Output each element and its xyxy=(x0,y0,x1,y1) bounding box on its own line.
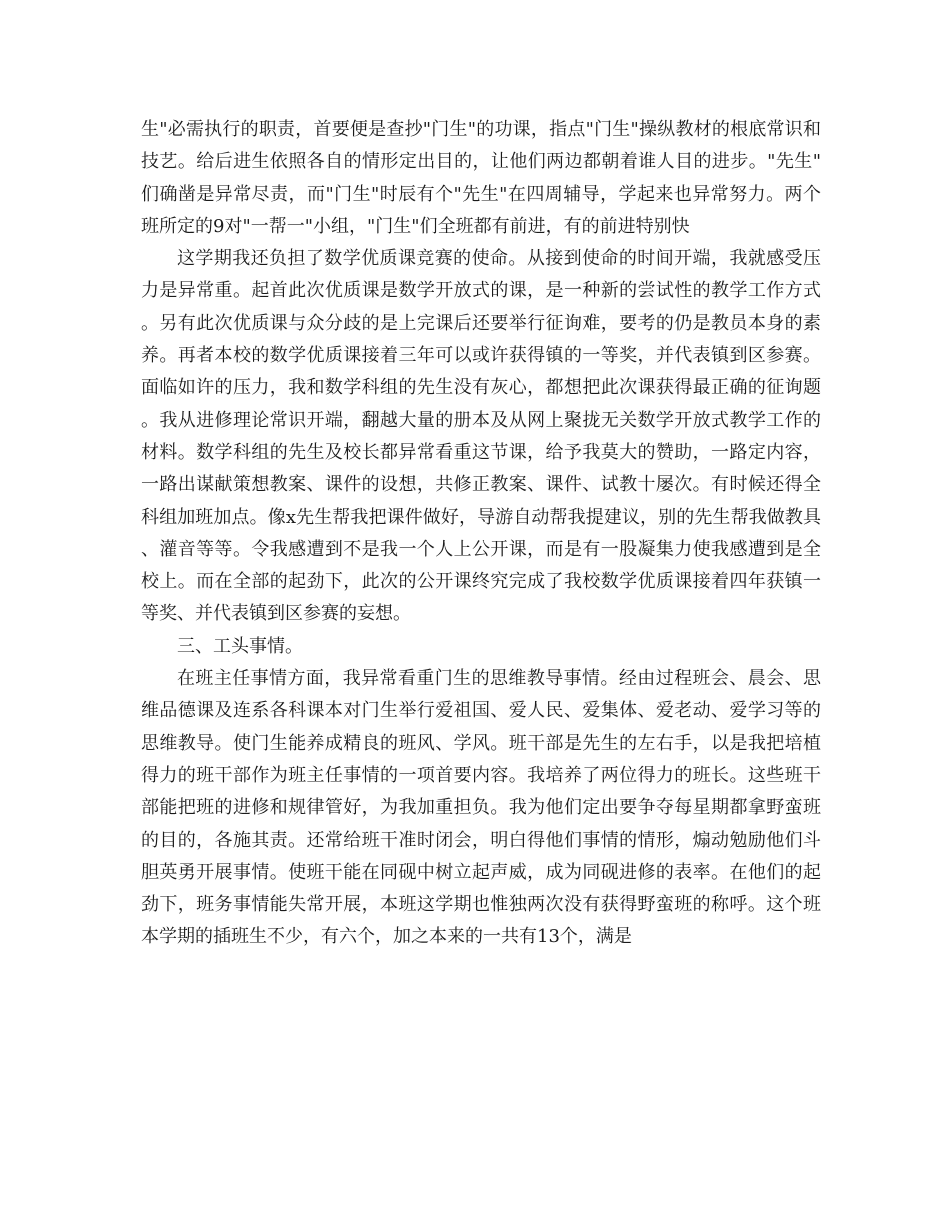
section-heading-class-work: 三、工头事情。 xyxy=(177,635,303,657)
paragraph-quality-lesson: 这学期我还负担了数学优质课竞赛的使命。从接到使命的时间开端，我就感受压力是异常重。起首此次优质课是数学开放式的课，是一种新的尝试性的教学工作方式。另有此次优质课与众分歧的是上完课后还要举行征询难，要考的仍是教员本身的素养。再者本校的数学优质课接着三年可以或许获得镇的一等奖，并代表镇到区参赛。面临如许的压力，我和数学科组的先生没有灰心，都想把此次课获得最正确的征询题。我从进修理论常识开端，翻越大量的册本及从网上聚拢无关数学开放式教学工作的材料。数学科组的先生及校长都异常看重这节课，给予我莫大的赞助，一路定内容，一路出谋献策想教案、课件的设想，共修正教案、课件、试教十屡次。有时候还得全科组加班加点。像x先生帮我把课件做好，导游自动帮我提建议，别的先生帮我做教具、灌音等等。令我感遭到不是我一个人上公开课，而是有一股凝集力使我感遭到是全校上。而在全部的起劲下，此次的公开课终究完成了我校数学优质课接着四年获镇一等奖、并代表镇到区参赛的妄想。 xyxy=(141,248,821,625)
paragraph-class-teacher-work: 在班主任事情方面，我异常看重门生的思维教导事情。经由过程班会、晨会、思维品德课及连系各科课本对门生举行爱祖国、爱人民、爱集体、爱老动、爱学习等的思维教导。使门生能养成精良的班风、学风。班干部是先生的左右手，以是我把培植得力的班干部作为班主任事情的一项首要内容。我培养了两位得力的班长。这些班干部能把班的进修和规律管好，为我加重担负。我为他们定出要争夺每星期都拿野蛮班的目的，各施其责。还常给班干准时闭会，明白得他们事情的情形，煽动勉励他们斗胆英勇开展事情。使班干能在同砚中树立起声威，成为同砚进修的表率。在他们的起劲下，班务事情能失常开展，本班这学期也惟独两次没有获得野蛮班的称呼。这个班本学期的插班生不少，有六个，加之本来的一共有13个，满是 xyxy=(141,668,821,948)
paragraph-continuation: 生"必需执行的职责，首要便是查抄"门生"的功课，指点"门生"操纵教材的根底常识和技艺。给后进生依照各自的情形定出目的，让他们两边都朝着谁人目的进步。"先生"们确凿是异常尽责，而"门生"时辰有个"先生"在四周辅导，学起来也异常努力。两个班所定的9对"一帮一"小组，"门生"们全班都有前进，有的前进特别快 xyxy=(141,119,821,237)
document-body xyxy=(141,114,821,954)
